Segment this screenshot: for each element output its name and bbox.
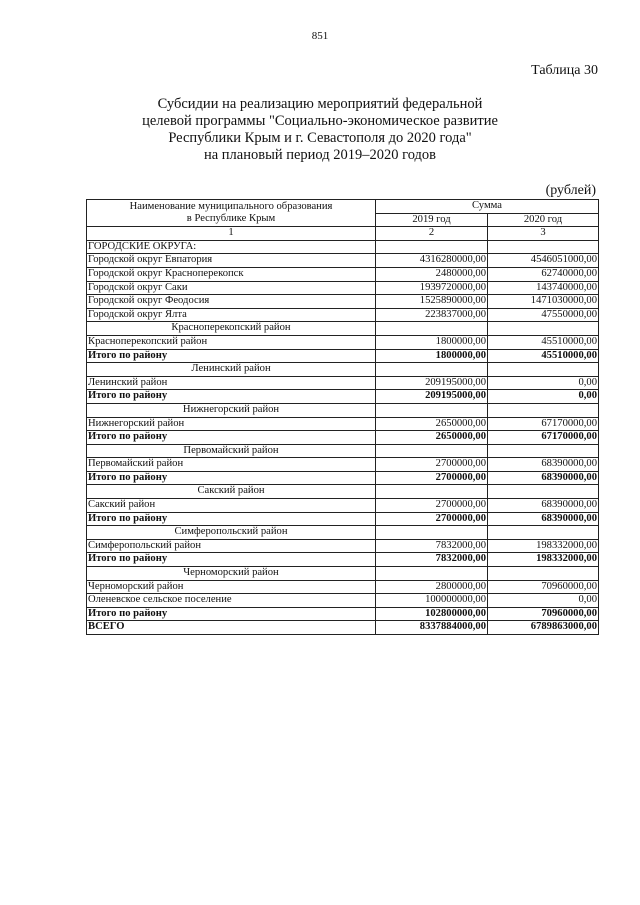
value-2020-cell: 68390000,00 xyxy=(488,458,599,472)
header-row xyxy=(87,200,599,214)
title-line: целевой программы "Социально-экономическое развитие xyxy=(142,113,498,129)
value-2019-cell: 1525890000,00 xyxy=(376,295,488,309)
section-row xyxy=(87,322,599,336)
value-2019-cell: 2650000,00 xyxy=(376,431,488,445)
table-row xyxy=(87,499,599,513)
empty-cell xyxy=(488,485,599,499)
total-row xyxy=(87,390,599,404)
empty-cell xyxy=(376,526,488,540)
value-2019-cell: 1800000,00 xyxy=(376,349,488,363)
document-title xyxy=(80,96,560,164)
value-2019-cell: 8337884000,00 xyxy=(376,621,488,635)
value-2020-cell: 45510000,00 xyxy=(488,349,599,363)
empty-cell xyxy=(376,485,488,499)
total-row xyxy=(87,553,599,567)
section-name-cell: Первомайский район xyxy=(87,444,376,458)
section-name-cell: Красноперекопский район xyxy=(87,322,376,336)
header-year-2020: 2020 год xyxy=(488,213,599,227)
empty-cell xyxy=(488,567,599,581)
name-cell: Итого по району xyxy=(87,607,376,621)
name-cell: Первомайский район xyxy=(87,458,376,472)
header-year-2019: 2019 год xyxy=(376,213,488,227)
empty-cell xyxy=(488,526,599,540)
table-row xyxy=(87,580,599,594)
name-cell: ВСЕГО xyxy=(87,621,376,635)
empty-cell xyxy=(376,322,488,336)
name-cell: Городской округ Евпатория xyxy=(87,254,376,268)
header-name-line1: Наименование муниципального образования xyxy=(129,200,333,212)
section-name-cell: Симферопольский район xyxy=(87,526,376,540)
value-2019-cell: 2700000,00 xyxy=(376,471,488,485)
value-2020-cell: 68390000,00 xyxy=(488,512,599,526)
table-row xyxy=(87,376,599,390)
header-sum-cell: Сумма xyxy=(376,200,599,214)
name-cell: Итого по району xyxy=(87,471,376,485)
table-row xyxy=(87,281,599,295)
value-2020-cell: 0,00 xyxy=(488,376,599,390)
total-row xyxy=(87,512,599,526)
value-2019-cell: 2480000,00 xyxy=(376,267,488,281)
value-2019-cell xyxy=(376,240,488,254)
header-name-line2: в Республике Крым xyxy=(186,213,276,225)
name-cell: Итого по району xyxy=(87,512,376,526)
section-row xyxy=(87,403,599,417)
subsidy-table xyxy=(86,199,599,635)
value-2020-cell: 1471030000,00 xyxy=(488,295,599,309)
total-row xyxy=(87,621,599,635)
value-2019-cell: 7832000,00 xyxy=(376,553,488,567)
total-row xyxy=(87,607,599,621)
title-line: Республики Крым и г. Севастополя до 2020 года" xyxy=(168,130,472,146)
value-2019-cell: 2650000,00 xyxy=(376,417,488,431)
table-row xyxy=(87,417,599,431)
section-name-cell: Сакский район xyxy=(87,485,376,499)
value-2019-cell: 1800000,00 xyxy=(376,335,488,349)
page-number: 851 xyxy=(311,30,329,42)
name-cell: Красноперекопский район xyxy=(87,335,376,349)
title-line: Субсидии на реализацию мероприятий федеральной xyxy=(157,96,483,112)
value-2019-cell: 2700000,00 xyxy=(376,499,488,513)
section-row xyxy=(87,444,599,458)
value-2020-cell: 68390000,00 xyxy=(488,499,599,513)
column-number-row xyxy=(87,227,599,241)
value-2020-cell xyxy=(488,240,599,254)
value-2020-cell: 0,00 xyxy=(488,594,599,608)
units-label: (рублей) xyxy=(545,183,596,198)
value-2019-cell: 223837000,00 xyxy=(376,308,488,322)
value-2019-cell: 2800000,00 xyxy=(376,580,488,594)
total-row xyxy=(87,349,599,363)
empty-cell xyxy=(376,567,488,581)
name-cell: Нижнегорский район xyxy=(87,417,376,431)
name-cell: Итого по району xyxy=(87,431,376,445)
name-cell: Ленинский район xyxy=(87,376,376,390)
section-name-cell: Ленинский район xyxy=(87,363,376,377)
name-cell: Сакский район xyxy=(87,499,376,513)
section-name-cell: Нижнегорский район xyxy=(87,403,376,417)
value-2020-cell: 198332000,00 xyxy=(488,539,599,553)
value-2019-cell: 209195000,00 xyxy=(376,390,488,404)
table-body xyxy=(87,240,599,634)
empty-cell xyxy=(488,322,599,336)
section-row xyxy=(87,526,599,540)
value-2020-cell: 198332000,00 xyxy=(488,553,599,567)
empty-cell xyxy=(488,444,599,458)
table-row xyxy=(87,594,599,608)
table-row xyxy=(87,308,599,322)
value-2020-cell: 45510000,00 xyxy=(488,335,599,349)
value-2020-cell: 67170000,00 xyxy=(488,417,599,431)
name-cell: Итого по району xyxy=(87,553,376,567)
value-2019-cell: 2700000,00 xyxy=(376,458,488,472)
value-2020-cell: 68390000,00 xyxy=(488,471,599,485)
table-row xyxy=(87,254,599,268)
header-name-cell xyxy=(87,200,376,227)
section-row xyxy=(87,485,599,499)
title-line: на плановый период 2019–2020 годов xyxy=(203,147,437,163)
name-cell: Городской округ Ялта xyxy=(87,308,376,322)
name-cell: Городской округ Феодосия xyxy=(87,295,376,309)
value-2020-cell: 67170000,00 xyxy=(488,431,599,445)
name-cell: Оленевское сельское поселение xyxy=(87,594,376,608)
empty-cell xyxy=(488,363,599,377)
name-cell: Городской округ Красноперекопск xyxy=(87,267,376,281)
value-2019-cell: 7832000,00 xyxy=(376,539,488,553)
name-cell: ГОРОДСКИЕ ОКРУГА: xyxy=(87,240,376,254)
column-number-1: 1 xyxy=(87,227,376,241)
total-row xyxy=(87,471,599,485)
empty-cell xyxy=(376,444,488,458)
value-2020-cell: 4546051000,00 xyxy=(488,254,599,268)
name-cell: Симферопольский район xyxy=(87,539,376,553)
name-cell: Городской округ Саки xyxy=(87,281,376,295)
value-2020-cell: 70960000,00 xyxy=(488,580,599,594)
value-2020-cell: 0,00 xyxy=(488,390,599,404)
value-2019-cell: 102800000,00 xyxy=(376,607,488,621)
table-label: Таблица 30 xyxy=(531,63,598,78)
empty-cell xyxy=(376,363,488,377)
name-cell: Итого по району xyxy=(87,349,376,363)
value-2019-cell: 209195000,00 xyxy=(376,376,488,390)
table-row xyxy=(87,240,599,254)
table-row xyxy=(87,458,599,472)
section-row xyxy=(87,363,599,377)
column-number-3: 3 xyxy=(488,227,599,241)
name-cell: Итого по району xyxy=(87,390,376,404)
value-2019-cell: 4316280000,00 xyxy=(376,254,488,268)
value-2020-cell: 70960000,00 xyxy=(488,607,599,621)
section-row xyxy=(87,567,599,581)
value-2019-cell: 1939720000,00 xyxy=(376,281,488,295)
table-row xyxy=(87,539,599,553)
total-row xyxy=(87,431,599,445)
value-2019-cell: 2700000,00 xyxy=(376,512,488,526)
value-2020-cell: 6789863000,00 xyxy=(488,621,599,635)
value-2020-cell: 62740000,00 xyxy=(488,267,599,281)
empty-cell xyxy=(488,403,599,417)
table-row xyxy=(87,295,599,309)
empty-cell xyxy=(376,403,488,417)
table-row xyxy=(87,335,599,349)
value-2020-cell: 143740000,00 xyxy=(488,281,599,295)
name-cell: Черноморский район xyxy=(87,580,376,594)
value-2019-cell: 100000000,00 xyxy=(376,594,488,608)
section-name-cell: Черноморский район xyxy=(87,567,376,581)
value-2020-cell: 47550000,00 xyxy=(488,308,599,322)
column-number-2: 2 xyxy=(376,227,488,241)
table-row xyxy=(87,267,599,281)
